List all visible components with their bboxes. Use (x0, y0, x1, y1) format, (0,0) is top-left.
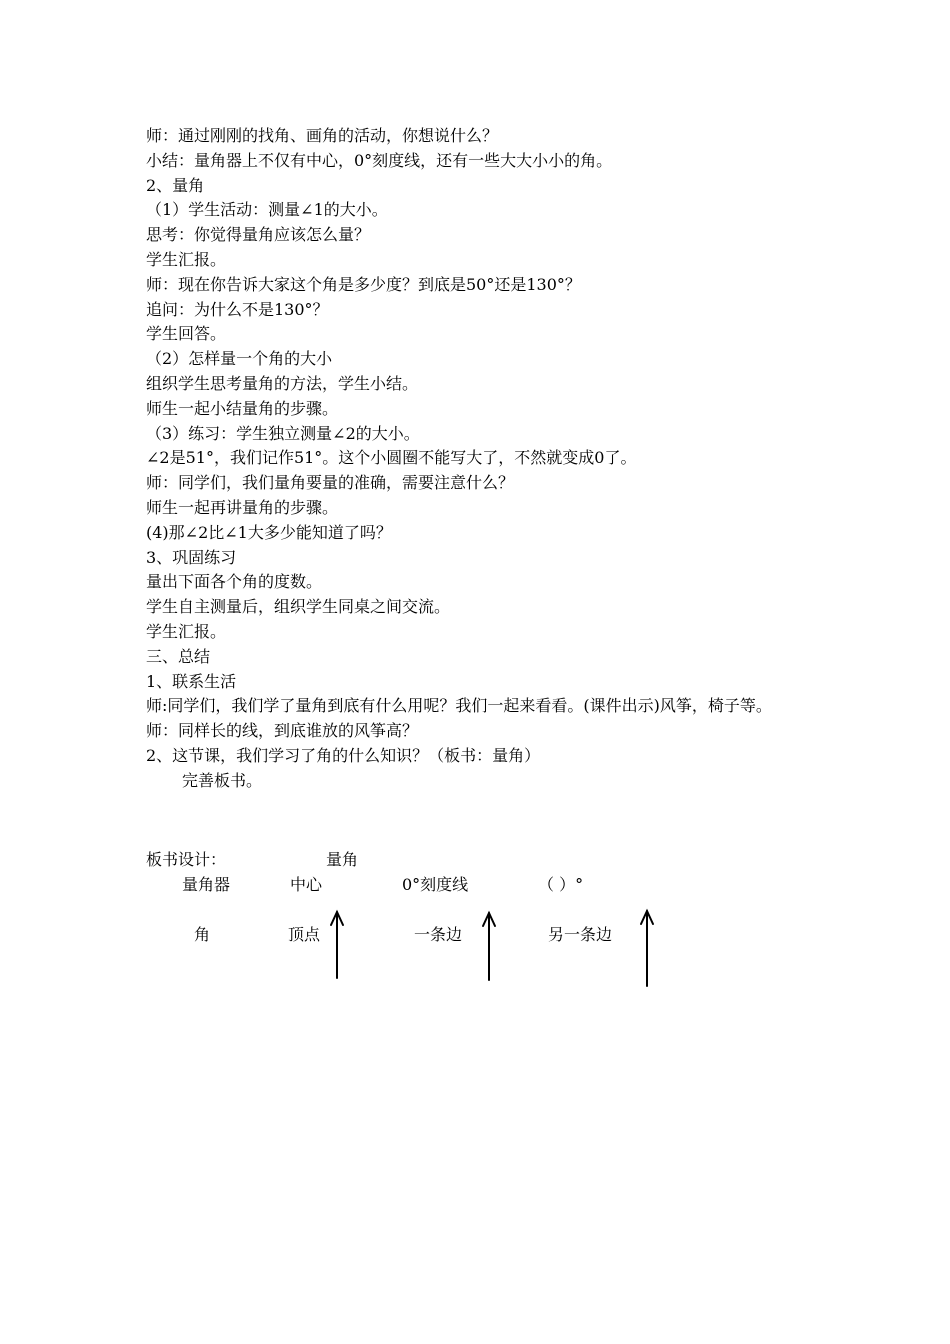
text-line: 小结：量角器上不仅有中心，0°刻度线，还有一些大大小小的角。 (146, 150, 613, 170)
text-line: 学生汇报。 (146, 621, 227, 641)
text-line: 追问：为什么不是130°？ (146, 299, 329, 319)
text-line: 师生一起小结量角的步骤。 (146, 398, 339, 418)
text-line: （2）怎样量一个角的大小 (146, 349, 333, 369)
board-vertex: 顶点 (288, 925, 321, 944)
board-angle: 角 (194, 925, 211, 944)
text-line: 组织学生思考量角的方法，学生小结。 (146, 373, 419, 393)
text-line: 师生一起再讲量角的步骤。 (146, 497, 339, 517)
board-title: 量角 (326, 850, 359, 869)
board-side: 一条边 (414, 925, 463, 944)
board-label: 板书设计： (146, 850, 227, 869)
board-protractor: 量角器 (182, 875, 231, 894)
text-line: 师：现在你告诉大家这个角是多少度？到底是50°还是130°？ (146, 274, 581, 294)
board-zero-line: 0°刻度线 (402, 875, 469, 894)
text-line: (4)那∠2比∠1大多少能知道了吗？ (146, 522, 392, 542)
text-line: 学生汇报。 (146, 249, 227, 269)
text-line: 量出下面各个角的度数。 (146, 572, 323, 592)
text-line: 师：通过刚刚的找角、画角的活动，你想说什么？ (146, 126, 499, 145)
text-line: 2、量角 (146, 175, 205, 195)
text-line: 学生回答。 (146, 324, 227, 344)
arrow-up-icon (641, 911, 653, 986)
board-blank-degree: （ ）° (538, 875, 584, 894)
text-line: 2、这节课，我们学习了角的什么知识？（板书：量角） (146, 745, 541, 765)
text-line: 3、巩固练习 (146, 547, 237, 567)
arrow-up-icon (483, 913, 495, 980)
lesson-text (146, 124, 826, 794)
text-line: 学生自主测量后，组织学生同桌之间交流。 (146, 597, 451, 617)
text-line: 完善板书。 (182, 770, 263, 790)
text-line: （3）练习：学生独立测量∠2的大小。 (146, 423, 420, 443)
arrow-up-icon (331, 912, 343, 978)
text-line: （1）学生活动：测量∠1的大小。 (146, 200, 388, 220)
text-line: 师：同样长的线，到底谁放的风筝高？ (146, 721, 419, 741)
board-other-side: 另一条边 (548, 925, 613, 944)
text-line: 思考：你觉得量角应该怎么量？ (146, 225, 371, 245)
text-line: 1、联系生活 (146, 671, 237, 691)
board-center: 中心 (290, 875, 323, 894)
text-line: 师:同学们，我们学了量角到底有什么用呢？我们一起来看看。(课件出示)风筝，椅子等。 (146, 696, 772, 716)
text-line: 三、总结 (146, 646, 211, 666)
text-line: 师：同学们，我们量角要量的准确，需要注意什么？ (146, 473, 515, 493)
text-line: ∠2是51°，我们记作51°。这个小圆圈不能写大了，不然就变成0了。 (146, 448, 637, 468)
